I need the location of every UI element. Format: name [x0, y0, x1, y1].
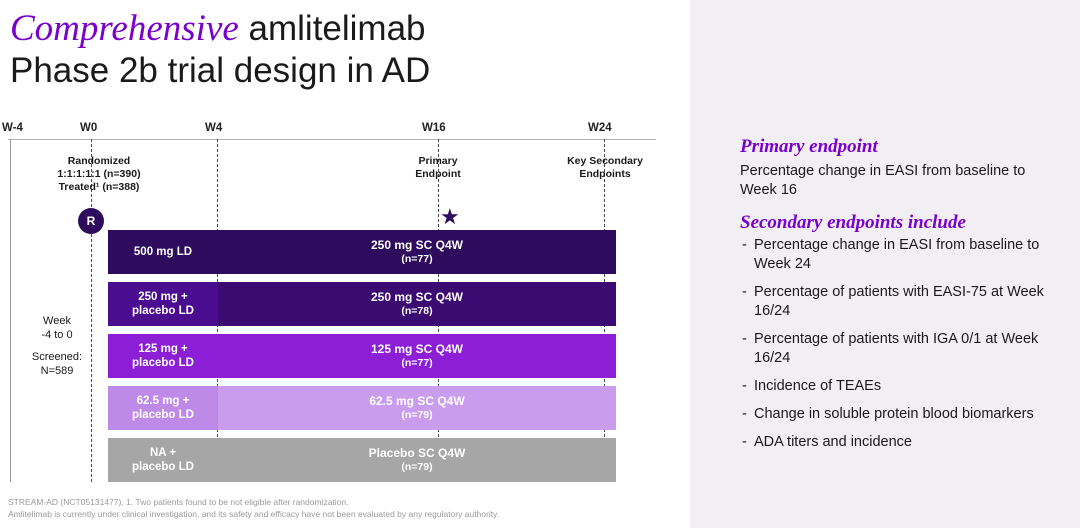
treatment-block: Placebo SC Q4W (n=79): [218, 438, 616, 482]
timeline-axis: [8, 139, 656, 140]
tick-label-w0: W0: [80, 122, 98, 134]
tick-label-w-4: W-4: [2, 122, 23, 134]
title-line2: Phase 2b trial design in AD: [10, 51, 431, 90]
loading-dose-block: 62.5 mg + placebo LD: [108, 386, 218, 430]
treatment-arm-row: [108, 386, 616, 430]
annotation-primary-endpoint: Primary Endpoint: [415, 155, 461, 180]
trial-timeline: [0, 122, 684, 482]
list-item: - Change in soluble protein blood biomarkers: [740, 405, 1070, 424]
treatment-arm-row: [108, 334, 616, 378]
loading-dose-block: 500 mg LD: [108, 230, 218, 274]
title-emphasis: Comprehensive: [10, 8, 239, 49]
list-item: - Percentage of patients with EASI-75 at Week 16/24: [740, 283, 1070, 321]
treatment-arm-row: [108, 438, 616, 482]
annotation-key-secondary-endpoints: Key Secondary Endpoints: [567, 155, 643, 180]
list-item: - Percentage of patients with IGA 0/1 at Week 16/24: [740, 330, 1070, 368]
secondary-endpoints-heading: Secondary endpoints include: [740, 212, 966, 233]
primary-endpoint-star-icon: ★: [440, 204, 460, 229]
annotation-randomized: Randomized 1:1:1:1:1 (n=390) Treated¹ (n=388): [57, 155, 141, 193]
treatment-block: 125 mg SC Q4W (n=77): [218, 334, 616, 378]
treatment-block: 62.5 mg SC Q4W (n=79): [218, 386, 616, 430]
list-item: - Percentage change in EASI from baseline to Week 24: [740, 236, 1070, 274]
footnote-line-2: Amlitelimab is currently under clinical investigation, and its safety and efficacy have not been evaluated by any regulatory authority.: [8, 509, 500, 519]
list-item: - Incidence of TEAEs: [740, 377, 1070, 396]
tick-label-w4: W4: [205, 122, 223, 134]
secondary-endpoints-list: [740, 236, 1070, 461]
tick-label-w24: W24: [588, 122, 612, 134]
screened-label: Week -4 to 0 Screened: N=589: [31, 315, 83, 377]
guide-line-w-4: [10, 139, 11, 482]
randomization-badge: R: [78, 208, 104, 234]
tick-label-w16: W16: [422, 122, 446, 134]
footnote-line-1: STREAM-AD (NCT05131477). 1. Two patients found to be not eligible after randomization.: [8, 497, 349, 507]
footnote: [8, 496, 628, 520]
loading-dose-block: 250 mg + placebo LD: [108, 282, 218, 326]
treatment-block: 250 mg SC Q4W (n=77): [218, 230, 616, 274]
page-title: [10, 8, 670, 92]
primary-endpoint-text: Percentage change in EASI from baseline to Week 16: [740, 163, 1026, 198]
title-rest: amlitelimab: [238, 9, 426, 48]
loading-dose-block: 125 mg + placebo LD: [108, 334, 218, 378]
treatment-arm-row: [108, 230, 616, 274]
primary-endpoint-heading: Primary endpoint: [740, 136, 878, 157]
treatment-block: 250 mg SC Q4W (n=78): [218, 282, 616, 326]
list-item: - ADA titers and incidence: [740, 433, 1070, 452]
treatment-arm-row: [108, 282, 616, 326]
loading-dose-block: NA + placebo LD: [108, 438, 218, 482]
